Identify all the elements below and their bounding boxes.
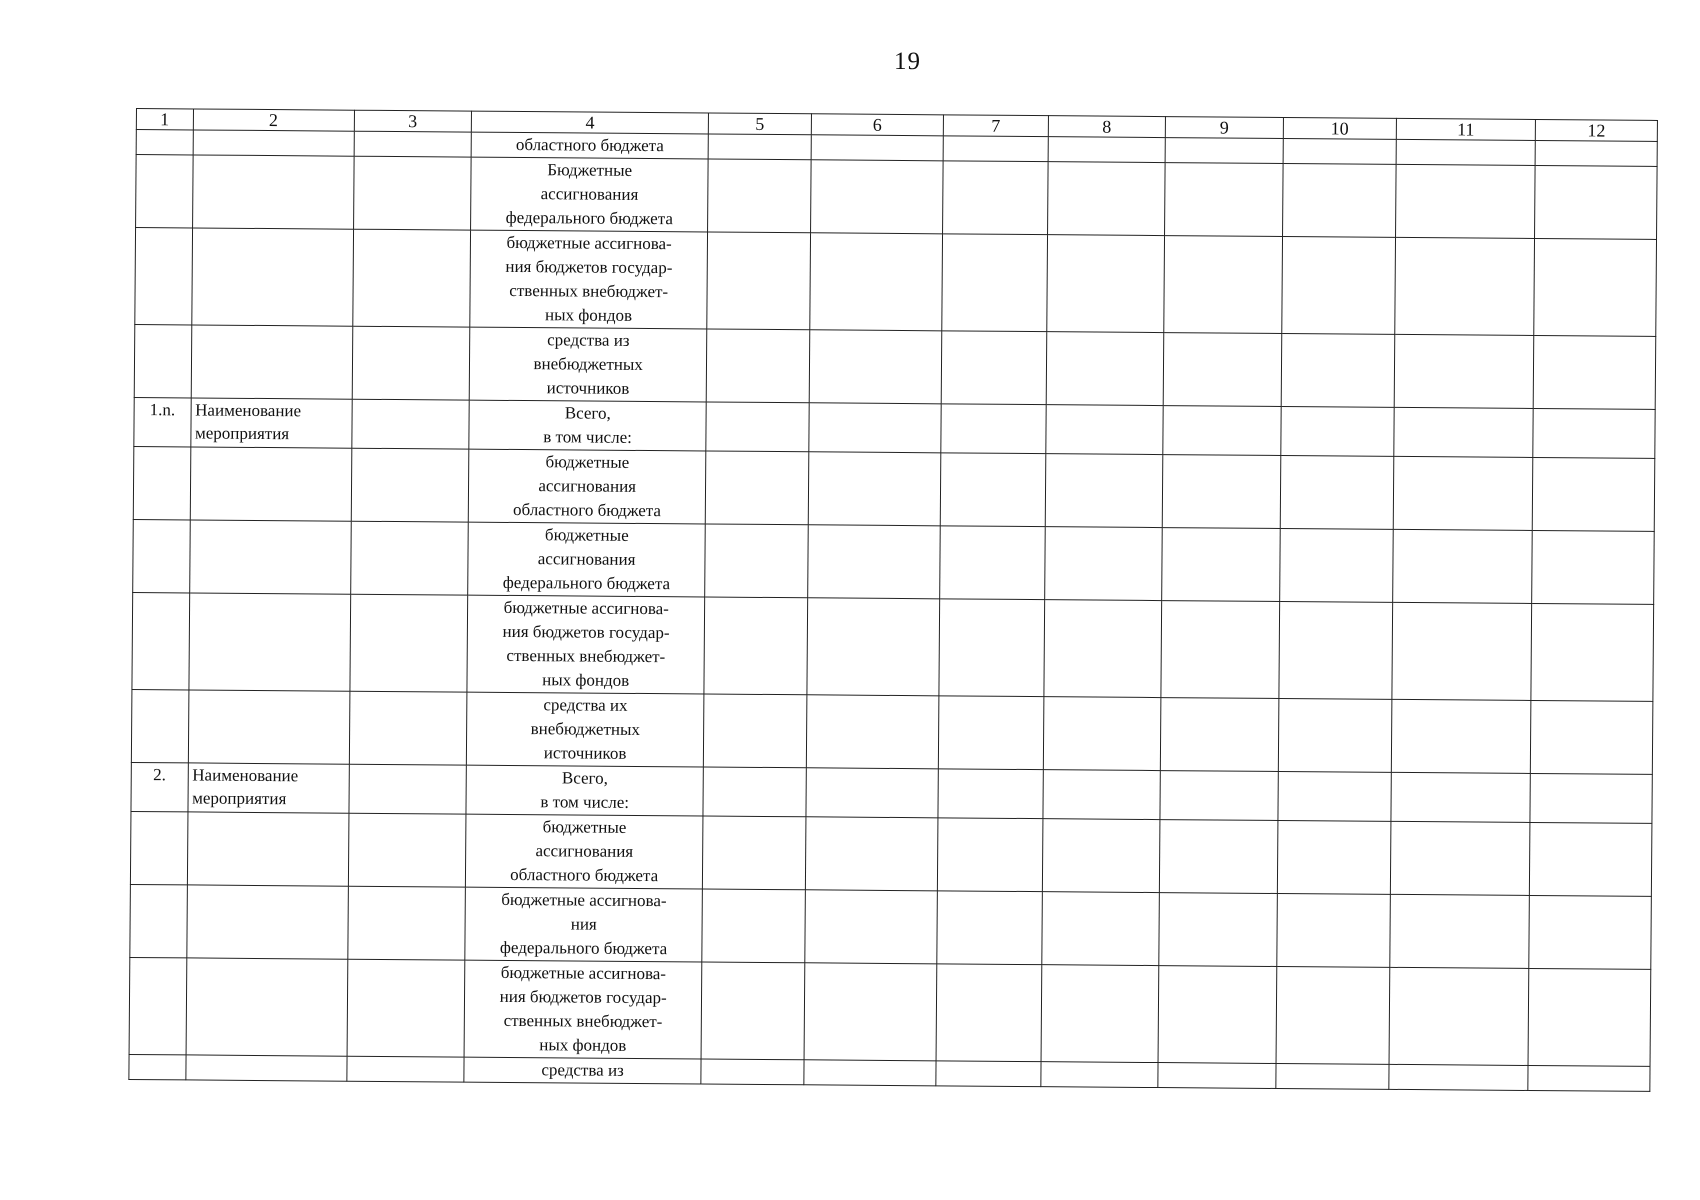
cell-activity-name xyxy=(189,520,351,594)
cell-empty xyxy=(939,696,1044,770)
table-row xyxy=(133,446,1655,531)
cell-empty xyxy=(348,813,466,887)
cell-empty xyxy=(1041,892,1159,966)
cell-funding-source: бюджетные ассигнова- ния бюджетов государ- ственных внебюджет- ных фондов xyxy=(464,960,702,1059)
cell-funding-source: средства их внебюджетных источников xyxy=(466,692,704,767)
cell-empty xyxy=(1159,893,1277,967)
cell-empty xyxy=(346,1056,464,1082)
cell-empty xyxy=(706,451,809,525)
cell-activity-name xyxy=(186,958,348,1056)
cell-empty xyxy=(1280,407,1394,457)
cell-empty xyxy=(1531,603,1654,701)
cell-empty xyxy=(1160,771,1278,821)
cell-funding-source: бюджетные ассигнова- ния бюджетов государ- ственных внебюджет- ных фондов xyxy=(467,595,705,694)
cell-activity-name xyxy=(191,228,353,326)
cell-empty xyxy=(1395,237,1535,335)
cell-empty xyxy=(1392,602,1532,700)
cell-empty xyxy=(940,453,1045,527)
cell-empty xyxy=(1534,238,1657,336)
cell-empty xyxy=(1044,527,1162,601)
cell-empty xyxy=(1533,335,1656,409)
cell-empty xyxy=(1389,1064,1528,1090)
cell-empty xyxy=(1391,699,1531,773)
cell-empty xyxy=(1390,894,1530,968)
cell-empty xyxy=(347,886,465,960)
cell-empty xyxy=(806,598,939,696)
table-body xyxy=(129,130,1657,1092)
cell-number xyxy=(133,519,190,592)
cell-empty xyxy=(708,134,810,160)
cell-empty xyxy=(1279,601,1393,699)
table-row xyxy=(136,155,1658,240)
cell-empty xyxy=(938,818,1043,892)
cell-funding-source: средства из внебюджетных источников xyxy=(469,327,707,402)
cell-funding-source: бюджетные ассигнования областного бюджета xyxy=(468,449,706,524)
cell-empty xyxy=(1282,164,1396,238)
cell-empty xyxy=(1164,236,1282,334)
cell-number xyxy=(130,811,187,884)
cell-empty xyxy=(1276,1063,1389,1089)
header-cell: 6 xyxy=(811,114,944,136)
cell-empty xyxy=(354,131,472,157)
page-number: 19 xyxy=(894,48,921,75)
cell-empty xyxy=(351,399,469,449)
cell-number xyxy=(130,884,187,957)
cell-number xyxy=(129,957,186,1054)
cell-empty xyxy=(349,764,467,814)
cell-empty xyxy=(1394,407,1534,457)
cell-empty xyxy=(939,599,1044,697)
cell-empty xyxy=(806,695,939,769)
cell-funding-source: Всего, в том числе: xyxy=(469,400,707,451)
cell-empty xyxy=(353,156,471,230)
cell-funding-source: Всего, в том числе: xyxy=(466,765,704,816)
header-cell: 2 xyxy=(193,109,354,131)
cell-empty xyxy=(1162,528,1280,602)
cell-funding-source: Бюджетные ассигнования федерального бюджета xyxy=(471,157,709,232)
cell-empty xyxy=(941,331,1046,405)
cell-empty xyxy=(1390,821,1530,895)
cell-empty xyxy=(350,521,468,595)
cell-empty xyxy=(937,891,1042,965)
budget-table-container xyxy=(128,108,1658,1092)
table-row xyxy=(131,689,1653,774)
header-cell: 5 xyxy=(709,113,811,135)
cell-empty xyxy=(943,136,1048,162)
table-row xyxy=(132,592,1654,701)
cell-empty xyxy=(1041,1062,1159,1088)
cell-empty xyxy=(708,159,811,233)
header-cell: 7 xyxy=(944,115,1049,137)
cell-empty xyxy=(1041,965,1159,1063)
cell-empty xyxy=(1280,455,1394,529)
cell-number: 1.n. xyxy=(134,397,191,446)
cell-empty xyxy=(1165,138,1283,164)
cell-empty xyxy=(1389,967,1529,1065)
cell-empty xyxy=(703,816,806,890)
table-row xyxy=(133,519,1655,604)
cell-empty xyxy=(349,691,467,765)
cell-empty xyxy=(804,963,937,1061)
cell-empty xyxy=(1528,968,1651,1066)
cell-empty xyxy=(1395,164,1535,238)
cell-empty xyxy=(1396,139,1535,165)
header-cell: 4 xyxy=(471,111,708,134)
table-row xyxy=(130,884,1652,969)
cell-empty xyxy=(940,526,1045,600)
cell-empty xyxy=(1535,140,1657,166)
cell-empty xyxy=(1532,530,1655,604)
cell-empty xyxy=(1278,771,1392,821)
cell-empty xyxy=(805,817,938,891)
cell-empty xyxy=(703,767,806,817)
cell-empty xyxy=(1162,455,1280,529)
cell-empty xyxy=(1045,405,1163,455)
cell-number xyxy=(133,446,190,519)
cell-empty xyxy=(1165,163,1283,237)
cell-empty xyxy=(1283,139,1396,165)
cell-funding-source: бюджетные ассигнования федерального бюджета xyxy=(468,522,706,597)
cell-empty xyxy=(1160,820,1278,894)
cell-empty xyxy=(707,232,810,330)
cell-empty xyxy=(811,135,944,161)
cell-funding-source: областного бюджета xyxy=(471,132,708,159)
cell-empty xyxy=(809,330,942,404)
cell-activity-name xyxy=(185,1055,346,1081)
cell-number xyxy=(136,130,193,155)
cell-funding-source: бюджетные ассигнова- ния бюджетов государ- ственных внебюджет- ных фондов xyxy=(470,230,708,329)
cell-activity-name xyxy=(192,155,354,229)
cell-empty xyxy=(1281,237,1395,335)
cell-empty xyxy=(352,326,470,400)
cell-empty xyxy=(1392,529,1532,603)
cell-empty xyxy=(702,889,805,963)
cell-empty xyxy=(808,452,941,526)
cell-number xyxy=(134,324,191,397)
cell-empty xyxy=(941,404,1046,454)
cell-activity-name xyxy=(187,812,349,886)
cell-empty xyxy=(805,768,938,818)
cell-empty xyxy=(706,329,809,403)
cell-activity-name xyxy=(193,130,354,156)
cell-empty xyxy=(1046,235,1164,333)
cell-empty xyxy=(1045,454,1163,528)
cell-empty xyxy=(705,524,808,598)
cell-empty xyxy=(347,959,465,1057)
cell-empty xyxy=(704,597,807,695)
cell-empty xyxy=(1163,333,1281,407)
cell-empty xyxy=(942,234,1047,332)
cell-empty xyxy=(1529,895,1652,969)
cell-empty xyxy=(1048,137,1166,163)
header-cell: 10 xyxy=(1283,118,1396,140)
cell-empty xyxy=(1047,162,1165,236)
cell-activity-name xyxy=(191,325,353,399)
header-cell: 8 xyxy=(1048,116,1166,138)
cell-empty xyxy=(351,448,469,522)
cell-empty xyxy=(1277,820,1391,894)
cell-number: 2. xyxy=(131,762,188,811)
cell-number xyxy=(136,155,193,228)
budget-table xyxy=(128,108,1658,1092)
cell-empty xyxy=(1276,893,1390,967)
cell-empty xyxy=(1393,456,1533,530)
cell-funding-source: средства из xyxy=(464,1057,701,1084)
header-cell: 1 xyxy=(136,109,193,130)
cell-empty xyxy=(936,964,1041,1062)
header-cell: 12 xyxy=(1535,119,1657,141)
cell-number xyxy=(132,592,189,689)
cell-funding-source: бюджетные ассигнова- ния федерального бюджета xyxy=(465,887,703,962)
cell-empty xyxy=(1529,822,1652,896)
cell-empty xyxy=(1161,601,1279,699)
cell-empty xyxy=(1279,528,1393,602)
cell-empty xyxy=(352,229,470,327)
cell-empty xyxy=(1530,773,1652,823)
cell-empty xyxy=(1044,600,1162,698)
cell-activity-name xyxy=(186,885,348,959)
cell-activity-name xyxy=(190,447,352,521)
cell-empty xyxy=(809,233,942,331)
cell-empty xyxy=(1533,408,1655,458)
cell-number xyxy=(129,1054,186,1079)
cell-empty xyxy=(1042,819,1160,893)
cell-number xyxy=(135,228,192,325)
cell-funding-source: бюджетные ассигнования областного бюджета xyxy=(465,814,703,889)
table-row xyxy=(129,957,1651,1066)
cell-empty xyxy=(1394,334,1534,408)
cell-empty xyxy=(1528,1065,1650,1091)
cell-activity-name: Наименование мероприятия xyxy=(188,763,349,813)
cell-empty xyxy=(804,890,937,964)
cell-empty xyxy=(810,160,943,234)
cell-empty xyxy=(1530,700,1653,774)
cell-empty xyxy=(1046,332,1164,406)
cell-activity-name xyxy=(188,690,350,764)
cell-empty xyxy=(350,594,468,692)
cell-empty xyxy=(1158,966,1276,1064)
cell-number xyxy=(131,689,188,762)
cell-empty xyxy=(701,1059,803,1085)
cell-empty xyxy=(1532,457,1655,531)
cell-empty xyxy=(936,1061,1041,1087)
header-cell: 9 xyxy=(1165,117,1283,139)
cell-empty xyxy=(807,525,940,599)
table-row xyxy=(130,811,1652,896)
cell-empty xyxy=(943,161,1048,235)
cell-empty xyxy=(1278,698,1392,772)
cell-empty xyxy=(1281,334,1395,408)
cell-empty xyxy=(1043,770,1161,820)
cell-empty xyxy=(706,402,809,452)
cell-empty xyxy=(1158,1063,1276,1089)
cell-activity-name: Наименование мероприятия xyxy=(190,398,351,448)
cell-activity-name xyxy=(188,593,350,691)
table-row xyxy=(134,324,1656,409)
cell-empty xyxy=(808,403,941,453)
table-row xyxy=(135,228,1657,337)
cell-empty xyxy=(1535,165,1658,239)
cell-empty xyxy=(701,962,804,1060)
cell-empty xyxy=(1276,966,1390,1064)
cell-empty xyxy=(1043,697,1161,771)
cell-empty xyxy=(938,769,1043,819)
header-cell: 3 xyxy=(354,110,472,132)
header-cell: 11 xyxy=(1396,118,1535,140)
cell-empty xyxy=(1160,698,1278,772)
cell-empty xyxy=(704,694,807,768)
cell-empty xyxy=(1391,772,1531,822)
cell-empty xyxy=(1163,406,1281,456)
cell-empty xyxy=(803,1060,936,1086)
